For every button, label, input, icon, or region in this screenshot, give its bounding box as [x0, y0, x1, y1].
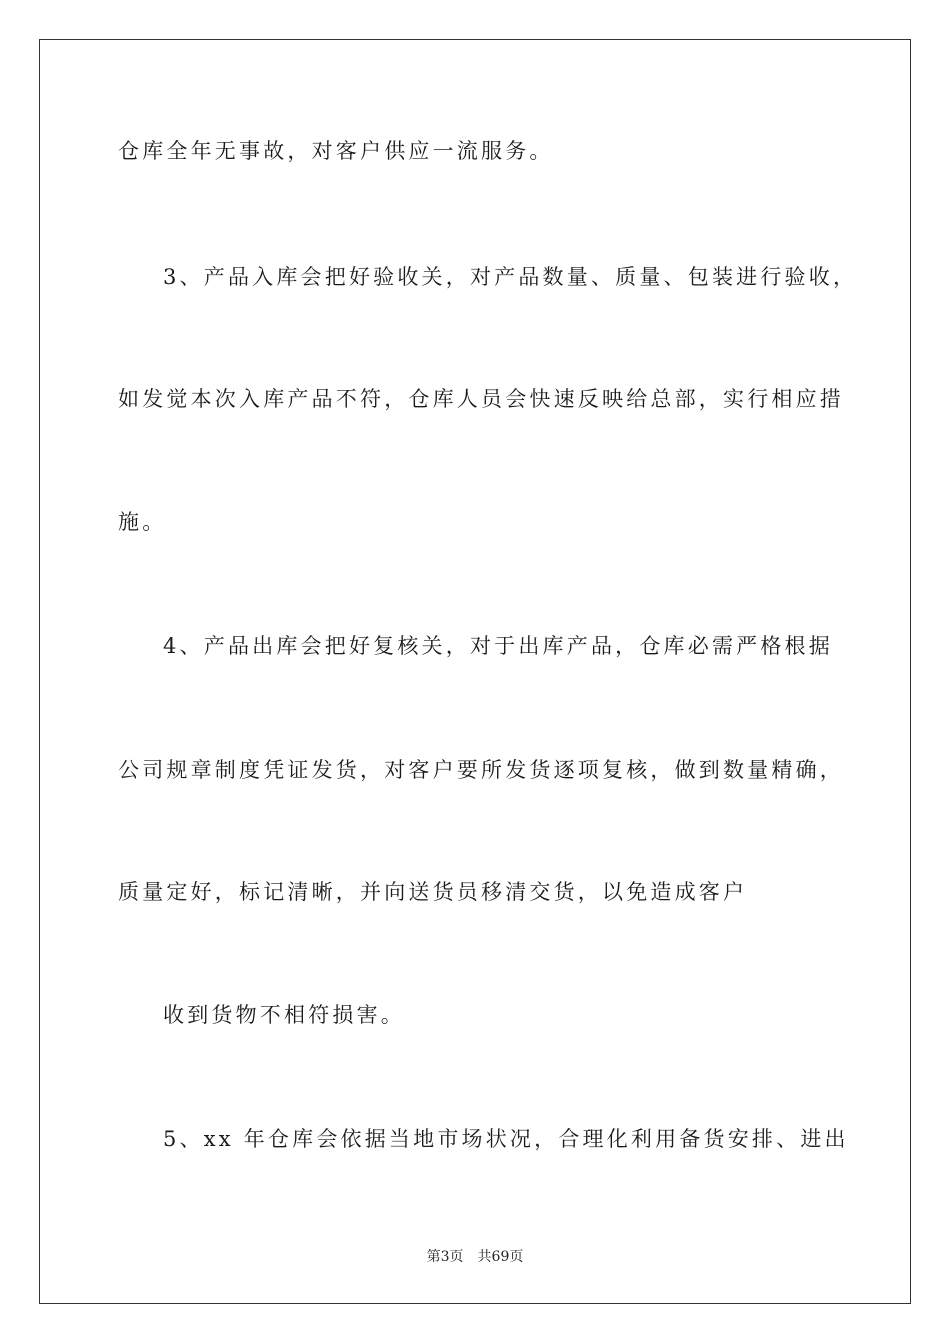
- body-text-line: 如发觉本次入库产品不符，仓库人员会快速反映给总部，实行相应措: [118, 387, 844, 411]
- page-number: 第3页: [426, 1249, 464, 1265]
- body-text-line: 3、产品入库会把好验收关，对产品数量、质量、包装进行验收，: [163, 265, 858, 289]
- page-border: [39, 39, 911, 1304]
- body-text-line: 4、产品出库会把好复核关，对于出库产品，仓库必需严格根据: [163, 634, 833, 658]
- body-text-line: 施。: [118, 510, 167, 534]
- body-text-line: 收到货物不相符损害。: [163, 1003, 405, 1027]
- body-text-line: 仓库全年无事故，对客户供应一流服务。: [118, 139, 554, 163]
- body-text-line: 公司规章制度凭证发货，对客户要所发货逐项复核，做到数量精确，: [118, 758, 844, 782]
- page-total: 共69页: [477, 1249, 524, 1265]
- body-text-line: 质量定好，标记清晰，并向送货员移清交货，以免造成客户: [118, 880, 748, 904]
- body-text-line: 5、xx 年仓库会依据当地市场状况，合理化利用备货安排、进出: [163, 1127, 849, 1151]
- page-footer: [0, 1248, 950, 1266]
